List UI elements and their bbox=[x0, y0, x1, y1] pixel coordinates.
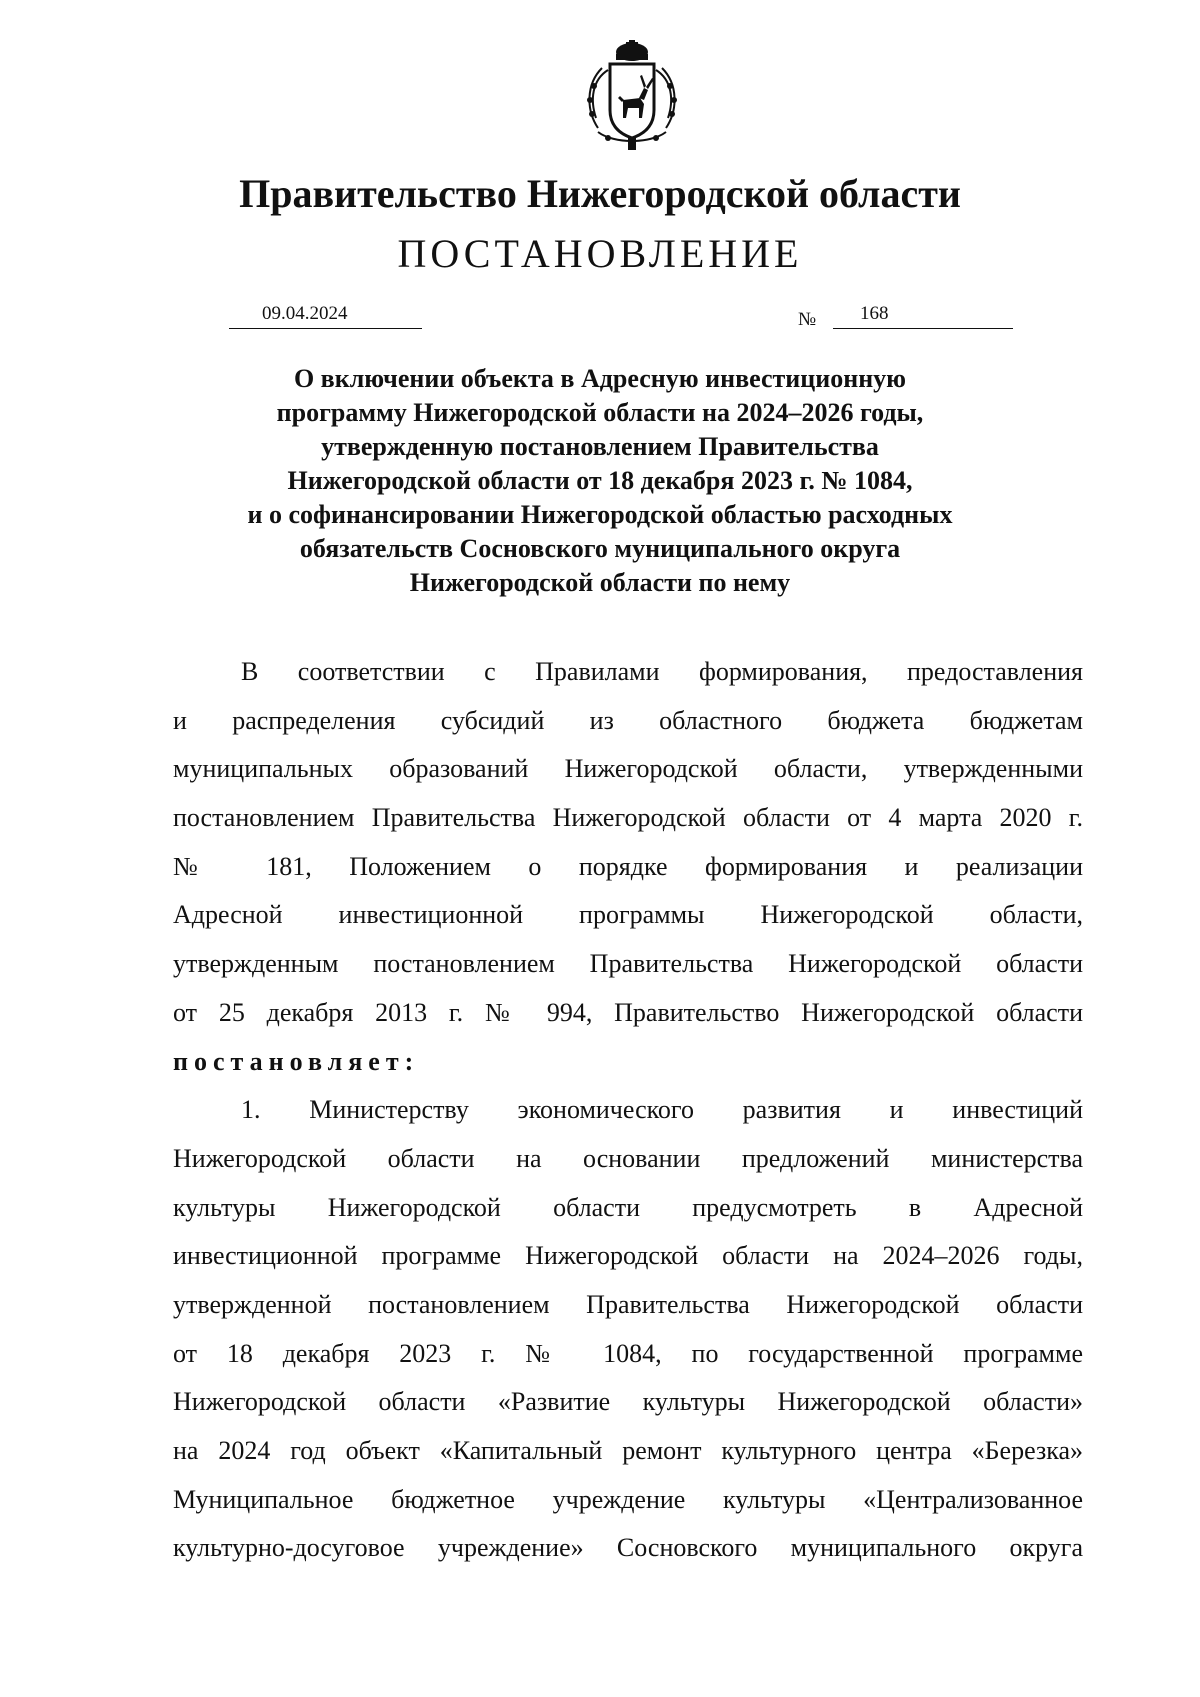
subject-line: Нижегородской области по нему bbox=[409, 568, 791, 597]
decree-date: 09.04.2024 bbox=[262, 303, 348, 324]
subject-line: обязательств Сосновского муниципального округа bbox=[299, 534, 901, 563]
coat-of-arms-emblem bbox=[578, 40, 686, 152]
item1-line: Нижегородской области на основании предложений министерства bbox=[173, 1143, 1083, 1173]
date-underline bbox=[229, 328, 422, 329]
decree-word: постановляет: bbox=[173, 1046, 420, 1076]
item1-line: от 18 декабря 2023 г. № 1084, по государственной программе bbox=[173, 1338, 1083, 1368]
item1-line: утвержденной постановлением Правительства Нижегородской области bbox=[173, 1289, 1083, 1319]
item1-line: Нижегородской области «Развитие культуры Нижегородской области» bbox=[173, 1387, 1083, 1417]
decree-number: 168 bbox=[860, 303, 889, 324]
item1-line: инвестиционной программе Нижегородской области на 2024–2026 годы, bbox=[173, 1241, 1083, 1271]
subject-line: Нижегородской области от 18 декабря 2023 г. № 1084, bbox=[287, 466, 913, 495]
item1-line: культуры Нижегородской области предусмотреть в Адресной bbox=[173, 1192, 1083, 1222]
preamble-line: утвержденным постановлением Правительства Нижегородской области bbox=[173, 949, 1083, 979]
preamble-line: муниципальных образований Нижегородской области, утвержденными bbox=[173, 754, 1083, 784]
preamble-line: № 181, Положением о порядке формирования и реализации bbox=[173, 851, 1083, 881]
authority-title: Правительство Нижегородской области bbox=[239, 171, 961, 216]
item1-line: Муниципальное бюджетное учреждение культуры «Централизованное bbox=[173, 1484, 1083, 1514]
subject-line: программу Нижегородской области на 2024–2026 годы, bbox=[276, 398, 924, 427]
document-type: ПОСТАНОВЛЕНИЕ bbox=[397, 231, 803, 276]
item1-line: культурно-досуговое учреждение» Сосновского муниципального округа bbox=[173, 1533, 1083, 1563]
preamble-line: Адресной инвестиционной программы Нижегородской области, bbox=[173, 900, 1083, 930]
item1-line: на 2024 год объект «Капитальный ремонт культурного центра «Березка» bbox=[173, 1436, 1083, 1465]
decree-subject bbox=[0, 362, 1200, 600]
preamble-line: от 25 декабря 2013 г. № 994, Правительство Нижегородской области bbox=[173, 997, 1083, 1027]
subject-line: О включении объекта в Адресную инвестиционную bbox=[293, 364, 907, 393]
preamble-line: постановлением Правительства Нижегородской области от 4 марта 2020 г. bbox=[173, 803, 1083, 833]
subject-line: и о софинансировании Нижегородской областью расходных bbox=[247, 500, 953, 529]
item1-line: 1. Министерству экономического развития и инвестиций bbox=[241, 1095, 1083, 1125]
preamble-line: и распределения субсидий из областного бюджета бюджетам bbox=[173, 705, 1083, 735]
preamble-line: В соответствии с Правилами формирования, предоставления bbox=[241, 657, 1083, 686]
number-sign: № bbox=[798, 309, 817, 330]
subject-line: утвержденную постановлением Правительства bbox=[321, 432, 879, 461]
decree-body bbox=[173, 648, 1083, 1573]
number-underline bbox=[833, 328, 1013, 329]
